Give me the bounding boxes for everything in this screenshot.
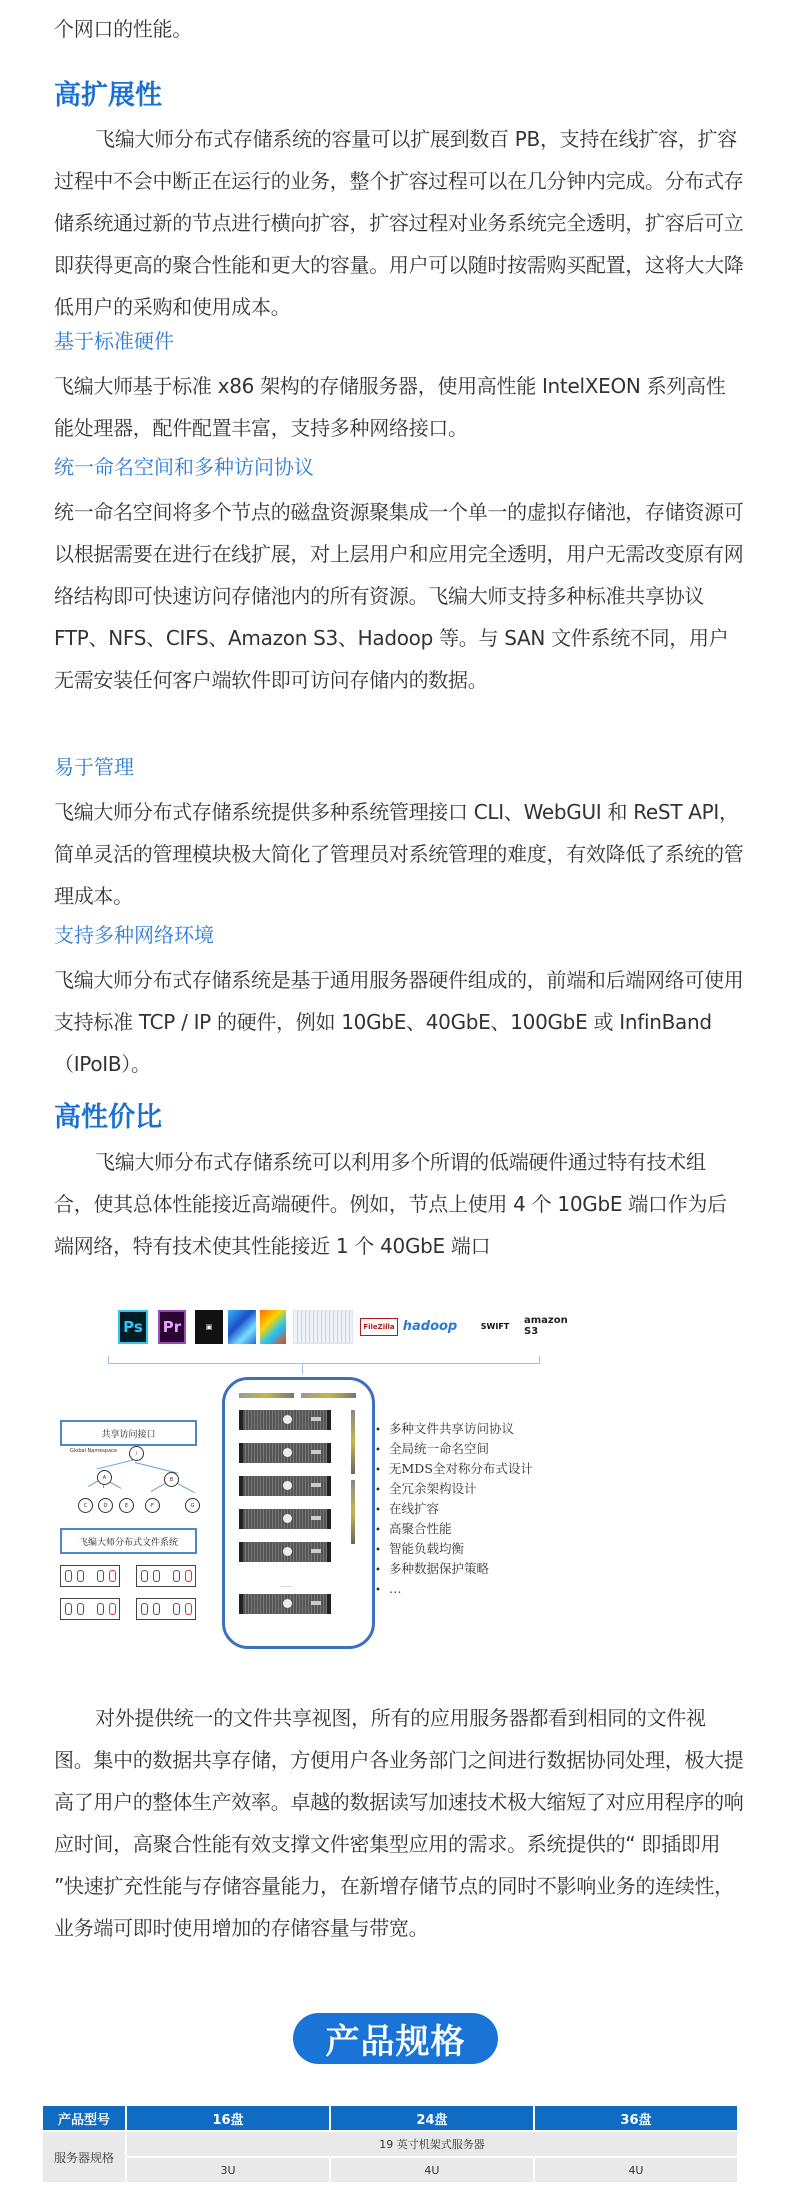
feature-item: • 多种数据保护策略 — [375, 1560, 533, 1580]
shared-interface-box: 共享访问接口 — [60, 1420, 197, 1446]
storage-server — [239, 1410, 331, 1430]
table-row — [43, 2132, 737, 2156]
amazon-s3-logo: amazon S3 — [524, 1315, 568, 1337]
tree-node-g: G — [185, 1498, 200, 1513]
scalability-paragraph: 飞编大师分布式存储系统的容量可以扩展到数百 PB，支持在线扩容，扩容过程中不会中断正在运行的业务，整个扩容过程可以在几分钟内完成。分布式存储系统通过新的节点进行横向扩容，扩容过程对业务系统完全透明，扩容后可立即获得更高的聚合性能和更大的容量。用户可以随时按需购买配置，这将大大降低用户的采购和使用成本。 — [54, 127, 744, 319]
tree-node-f: F — [145, 1498, 160, 1513]
premiere-icon: Pr — [158, 1310, 186, 1344]
photoshop-icon: Ps — [118, 1310, 148, 1344]
network-paragraph: 飞编大师分布式存储系统是基于通用服务器硬件组成的，前端和后端网络可使用支持标准 TCP / IP 的硬件，例如 10GbE、40GbE、100GbE 或 InfinBand（IPoIB）。 — [54, 968, 744, 1076]
connector-bracket — [108, 1356, 540, 1364]
feature-item: • 在线扩容 — [375, 1500, 533, 1520]
heatmap-image-1 — [228, 1310, 256, 1344]
application-logos — [60, 1308, 750, 1352]
disk-group — [60, 1565, 120, 1587]
vertical-switch — [351, 1410, 355, 1474]
rack-ellipsis: …… — [280, 1582, 292, 1589]
spec-table — [41, 2104, 739, 2184]
network-switch — [301, 1393, 356, 1398]
hadoop-logo: hadoop — [402, 1318, 458, 1334]
feature-item: • 全冗余架构设计 — [375, 1480, 533, 1500]
table-header-cell: 24盘 — [331, 2106, 533, 2130]
table-cell-units: 4U — [331, 2158, 533, 2182]
table-header-cell: 36盘 — [535, 2106, 737, 2130]
tree-node-b: B — [164, 1472, 179, 1487]
storage-server — [239, 1594, 331, 1614]
tree-node-e: E — [119, 1498, 134, 1513]
tree-node-d: D — [98, 1498, 113, 1513]
product-spec-title: 产品规格 — [293, 2013, 498, 2064]
table-cell-units: 3U — [127, 2158, 329, 2182]
tree-node-c: C — [78, 1498, 93, 1513]
storage-server — [239, 1443, 331, 1463]
cost-paragraph: 飞编大师分布式存储系统可以利用多个所谓的低端硬件通过特有技术组合，使其总体性能接近高端硬件。例如，节点上使用 4 个 10GbE 端口作为后端网络，特有技术使其性能接近 1 个 40GbE 端口 — [54, 1150, 727, 1258]
feature-list — [375, 1420, 533, 1600]
network-switch — [239, 1393, 294, 1398]
final-cut-pro-icon: ▣ — [195, 1310, 223, 1344]
storage-server — [239, 1476, 331, 1496]
connector-stem — [302, 1364, 303, 1374]
feature-item: • 无MDS全对称分布式设计 — [375, 1460, 533, 1480]
vertical-switch — [351, 1480, 355, 1544]
tree-node-a: A — [97, 1470, 112, 1485]
intro-tail-text: 个网口的性能。 — [54, 17, 192, 41]
storage-server — [239, 1542, 331, 1562]
feature-item: • 全局统一命名空间 — [375, 1440, 533, 1460]
feature-item: • … — [375, 1580, 533, 1600]
tree-edge — [97, 1459, 135, 1469]
tree-node-root: / — [129, 1446, 144, 1461]
standard-hardware-paragraph: 飞编大师基于标准 x86 架构的存储服务器，使用高性能 IntelXEON 系列高性能处理器，配件配置丰富，支持多种网络接口。 — [54, 374, 726, 440]
heatmap-image-2 — [260, 1310, 286, 1344]
subsection-title-management: 易于管理 — [54, 755, 134, 779]
row-label-server-spec: 服务器规格 — [43, 2132, 125, 2182]
feature-item: • 高聚合性能 — [375, 1520, 533, 1540]
subsection-title-namespace: 统一命名空间和多种访问协议 — [54, 455, 314, 479]
waveform-chart-image — [293, 1310, 353, 1344]
section-title-scalability: 高扩展性 — [54, 80, 162, 111]
filesystem-box: 飞编大师分布式文件系统 — [60, 1528, 197, 1554]
disk-group — [136, 1565, 196, 1587]
shared-view-paragraph: 对外提供统一的文件共享视图，所有的应用服务器都看到相同的文件视图。集中的数据共享存储，方便用户各业务部门之间进行数据协同处理，极大提高了用户的整体生产效率。卓越的数据读写加速技术极大缩短了对应用程序的响应时间，高聚合性能有效支撑文件密集型应用的需求。系统提供的“ 即插即用 ”快速扩充性能与存储容量能力，在新增存储节点的同时不影响业务的连续性，业务端可即时使用增加的存储容量与带宽。 — [54, 1706, 744, 1940]
table-cell-rack-type: 19 英寸机架式服务器 — [127, 2132, 737, 2156]
table-header-cell: 产品型号 — [43, 2106, 125, 2130]
feature-item: • 智能负载均衡 — [375, 1540, 533, 1560]
server-rack — [222, 1377, 375, 1649]
swift-logo: SWIFT — [480, 1321, 510, 1331]
subsection-title-standard-hardware: 基于标准硬件 — [54, 329, 174, 353]
table-cell-units: 4U — [535, 2158, 737, 2182]
table-header-cell: 16盘 — [127, 2106, 329, 2130]
disk-group — [136, 1598, 196, 1620]
disk-group — [60, 1598, 120, 1620]
storage-server — [239, 1509, 331, 1529]
section-title-cost: 高性价比 — [54, 1102, 162, 1133]
subsection-title-network: 支持多种网络环境 — [54, 923, 214, 947]
architecture-diagram — [60, 1290, 750, 1680]
table-row — [43, 2158, 737, 2182]
table-header-row — [43, 2106, 737, 2130]
management-paragraph: 飞编大师分布式存储系统提供多种系统管理接口 CLI、WebGUI 和 ReST API，简单灵活的管理模块极大简化了管理员对系统管理的难度，有效降低了系统的管理成本。 — [54, 800, 744, 908]
feature-item: • 多种文件共享访问协议 — [375, 1420, 533, 1440]
namespace-paragraph: 统一命名空间将多个节点的磁盘资源聚集成一个单一的虚拟存储池，存储资源可以根据需要在进行在线扩展，对上层用户和应用完全透明，用户无需改变原有网络结构即可快速访问存储池内的所有资源。飞编大师支持多种标准共享协议 FTP、NFS、CIFS、Amazon S3、Hadoop 等。与 SAN 文件系统不同，用户无需安装任何客户端软件即可访问存储内的数据。 — [54, 500, 744, 692]
global-namespace-label: Global Namespace — [70, 1448, 117, 1454]
filezilla-logo: FileZilla — [360, 1318, 398, 1336]
